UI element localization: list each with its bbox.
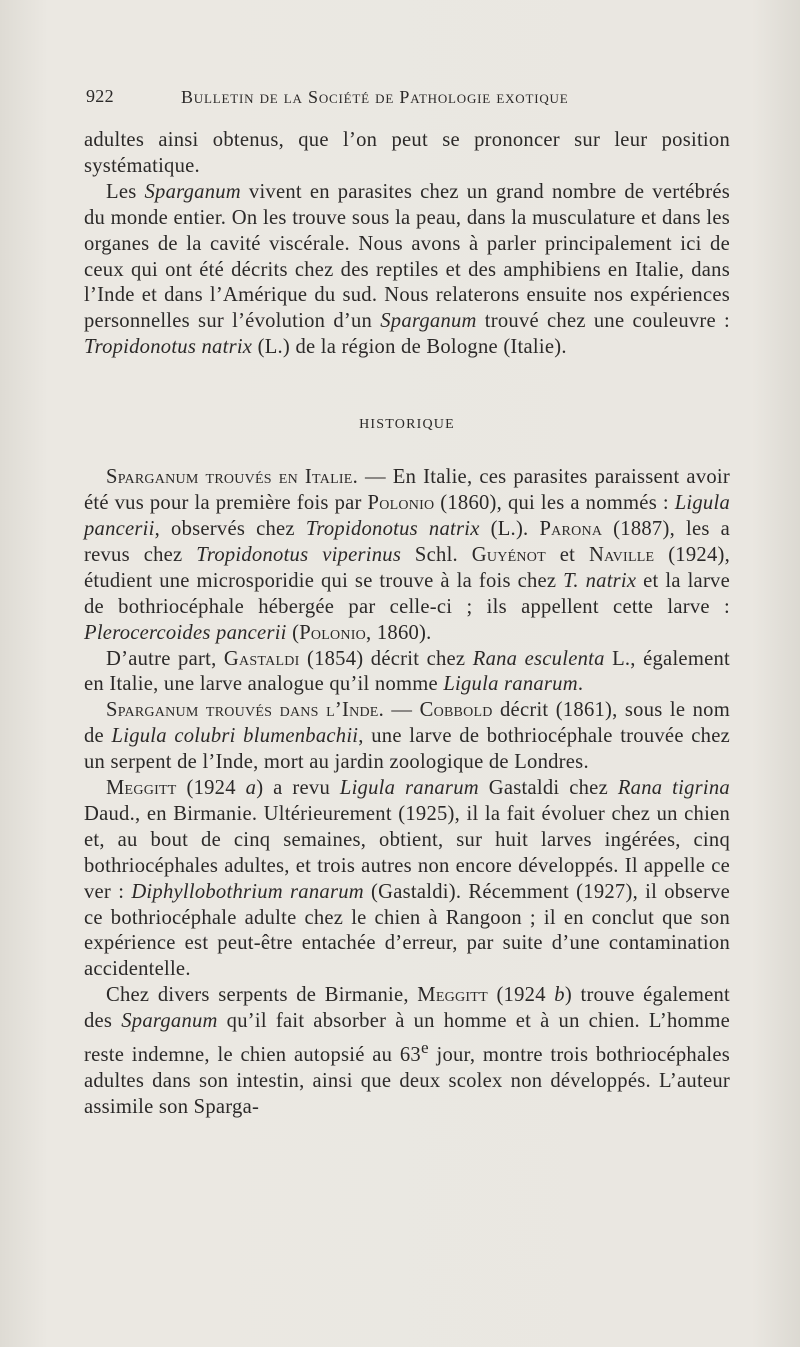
subsection-heading-inde: Sparganum trouvés dans l’Inde. [106,699,385,722]
page-header [86,86,726,112]
paragraph-inde: Sparganum trouvés dans l’Inde. — Cobbold décrit (1861), sous le nom de Ligula colubri blumenbachii, une larve de bothriocéphale trouvée chez un serpent de l’Inde, mort au jardin zoologique de Londres. [84,699,730,774]
paragraph-meggitt-2: Chez divers serpents de Birmanie, Meggitt (1924 b) trouve également des Sparganum qu’il fait absorber à un homme et à un chien. L’homme reste indemne, le chien autopsié au 63e jour, montre trois bothriocéphales adultes dans son intestin, ainsi que deux scolex non développés. L’auteur assimile son Sparga- [84,984,730,1118]
paragraph-meggitt-1: Meggitt (1924 a) a revu Ligula ranarum Gastaldi chez Rana tigrina Daud., en Birmanie. Ultérieurement (1925), il la fait évoluer chez un chien et, au bout de cinq semaines, obtient, sur huit larves ingérées, cinq bothriocéphales adultes, et trois autres non encore développés. Il appelle ce ver : Diphyllobothrium ranarum (Gastaldi). Récemment (1927), il observe ce bothriocéphale adulte chez le chien à Rangoon ; il en conclut que son expérience est peut-être entachée d’erreur, par suite d’une contamination accidentelle. [84,777,730,981]
intro-paragraph-1: adultes ainsi obtenus, que l’on peut se prononcer sur leur position systématique. [84,129,730,177]
page-body [84,128,730,1121]
paragraph-italie: Sparganum trouvés en Italie. — En Italie, ces parasites paraissent avoir été vus pour la première fois par Polonio (1860), qui les a nommés : Ligula pancerii, observés chez Tropidonotus natrix (L.). Parona (1887), les a revus chez Tropidonotus viperinus Schl. Guyénot et Naville (1924), étudient une microsporidie qui se trouve à la fois chez T. natrix et la larve de bothriocéphale hébergée par celle-ci ; ils appellent cette larve : Plerocercoides pancerii (Polonio, 1860). [84,466,730,644]
subsection-heading-italie: Sparganum trouvés en Italie. [106,466,358,489]
intro-paragraph-2: Les Sparganum vivent en parasites chez un grand nombre de vertébrés du monde entier. On les trouve sous la peau, dans la musculature et dans les organes de la cavité viscérale. Nous avons à parler principalement ici de ceux qui ont été décrits chez des reptiles et des amphibiens en Italie, dans l’Inde et dans l’Amérique du sud. Nous relaterons ensuite nos expériences personnelles sur l’évolution d’un Sparganum trouvé chez une couleuvre : Tropidonotus natrix (L.) de la région de Bologne (Italie). [84,180,730,359]
paragraph-gastaldi: D’autre part, Gastaldi (1854) décrit chez Rana esculenta L., également en Italie, une larve analogue qu’il nomme Ligula ranarum. [84,647,730,696]
page-number: 922 [86,86,114,106]
running-title: Bulletin de la Société de Pathologie exotique [181,87,569,107]
section-title: HISTORIQUE [359,417,455,433]
